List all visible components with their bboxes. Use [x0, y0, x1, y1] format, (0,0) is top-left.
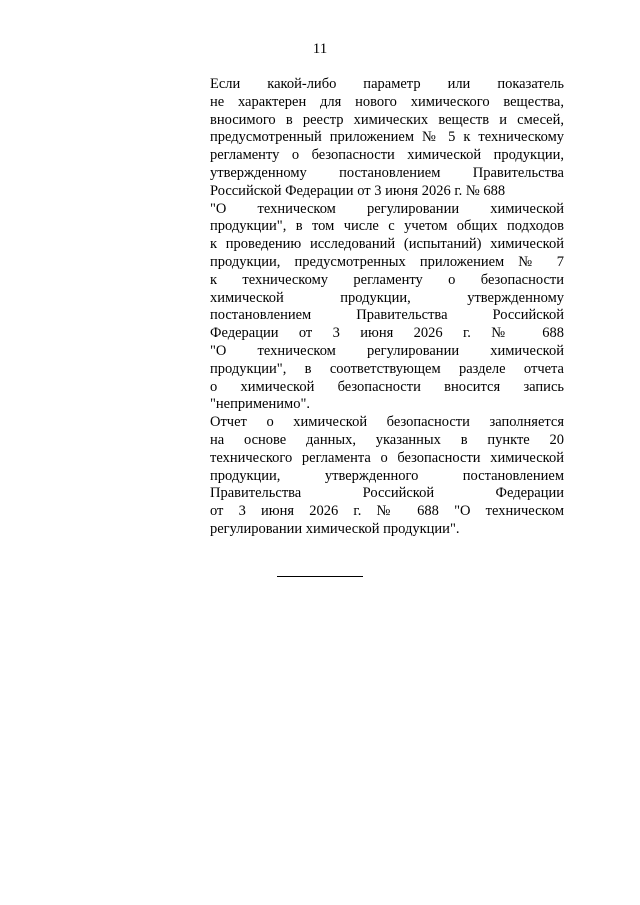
end-rule — [277, 576, 363, 577]
text-line: утвержденному постановлением Правительства — [210, 164, 564, 181]
text-line: от 3 июня 2026 г. № 688 "О техническом — [210, 503, 564, 520]
page-number: 11 — [312, 41, 328, 57]
text-line: Российской Федерации от 3 июня 2026 г. № 688 — [210, 182, 506, 199]
text-line: вносимого в реестр химических веществ и смесей, — [210, 111, 564, 128]
text-line: о химической безопасности вносится запись — [210, 378, 564, 395]
text-line: на основе данных, указанных в пункте 20 — [210, 431, 564, 448]
text-line: химической продукции, утвержденному — [210, 289, 564, 306]
text-line: Правительства Российской Федерации — [210, 485, 564, 502]
text-line: постановлением Правительства Российской — [210, 307, 564, 324]
text-line: "О техническом регулировании химической — [210, 342, 564, 359]
text-line: не характерен для нового химического вещества, — [210, 93, 564, 110]
text-line: "О техническом регулировании химической — [210, 200, 564, 217]
text-line: Федерации от 3 июня 2026 г. № 688 — [210, 325, 564, 342]
text-line: регламенту о безопасности химической продукции, — [210, 147, 564, 164]
text-line: продукции, утвержденного постановлением — [210, 467, 564, 484]
text-line: "неприменимо". — [210, 396, 310, 413]
text-line: к проведению исследований (испытаний) химической — [210, 236, 564, 253]
text-line: Отчет о химической безопасности заполняется — [210, 414, 564, 431]
body-text — [210, 76, 564, 539]
text-line: технического регламента о безопасности химической — [210, 449, 564, 466]
text-line: Если какой-либо параметр или показатель — [210, 76, 564, 92]
text-line: продукции, предусмотренных приложением № 7 — [210, 253, 564, 270]
text-line: продукции", в том числе с учетом общих подходов — [210, 218, 564, 235]
text-line: продукции", в соответствующем разделе отчета — [210, 360, 564, 377]
text-line: предусмотренный приложением № 5 к техническому — [210, 129, 564, 146]
text-line: к техническому регламенту о безопасности — [210, 271, 564, 288]
text-line: регулировании химической продукции". — [210, 520, 460, 537]
